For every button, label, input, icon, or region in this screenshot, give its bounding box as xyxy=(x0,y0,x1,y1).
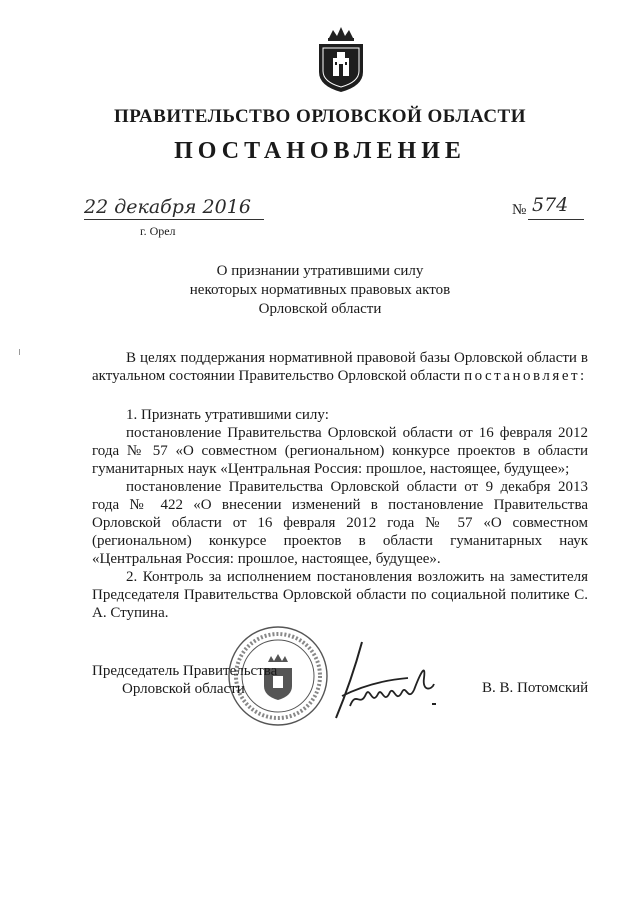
document-subject xyxy=(0,262,640,319)
handwritten-number: 574 xyxy=(532,194,569,216)
intro-paragraph xyxy=(92,349,588,385)
subject-line-1: О признании утратившими силу xyxy=(216,263,424,279)
document-type: ПОСТАНОВЛЕНИЕ xyxy=(174,138,466,164)
item-1-a: постановление Правительства Орловской области от 16 февраля 2012 года № 57 «О совместном (региональном) конкурсе проектов в области гуманитарных наук «Центральная Россия: прошлое, настоящее, будущее»; xyxy=(92,425,588,477)
position-line-2: Орловской области xyxy=(122,681,245,697)
signatory-position xyxy=(92,662,277,698)
intro-verb: постановляет: xyxy=(464,368,587,384)
handwritten-date: 22 декабря 2016 xyxy=(84,196,251,218)
item-2: 2. Контроль за исполнением постановления возложить на заместителя Председателя Правительства Орловской области по социальной политике С. А. Ступина. xyxy=(92,569,588,621)
number-label: № xyxy=(512,202,527,218)
organization-title: ПРАВИТЕЛЬСТВО ОРЛОВСКОЙ ОБЛАСТИ xyxy=(113,106,526,127)
number-underline xyxy=(528,219,584,220)
margin-mark xyxy=(19,349,20,355)
item-1-heading: 1. Признать утратившими силу: xyxy=(126,407,329,423)
coat-of-arms-icon xyxy=(313,24,369,94)
position-line-1: Председатель Правительства xyxy=(92,663,278,679)
subject-line-2: некоторых нормативных правовых актов xyxy=(189,282,451,298)
document-body xyxy=(92,349,588,622)
date-underline xyxy=(84,219,264,220)
signatory-name: В. В. Потомский xyxy=(482,680,589,696)
handwritten-signature-icon xyxy=(322,634,450,724)
city-label: г. Орел xyxy=(140,224,176,238)
intro-text: В целях поддержания нормативной правовой базы Орловской области в актуальном состоянии Правительство Орловской области xyxy=(92,350,588,384)
subject-line-3: Орловской области xyxy=(258,301,382,317)
item-1-b: постановление Правительства Орловской области от 9 декабря 2013 года № 422 «О внесении изменений в постановление Правительства Орловской области от 16 февраля 2012 года № 57 «О совместном (региональном) конкурсе проектов в области гуманитарных наук «Центральная Россия: прошлое, настоящее, будущее». xyxy=(92,479,588,567)
